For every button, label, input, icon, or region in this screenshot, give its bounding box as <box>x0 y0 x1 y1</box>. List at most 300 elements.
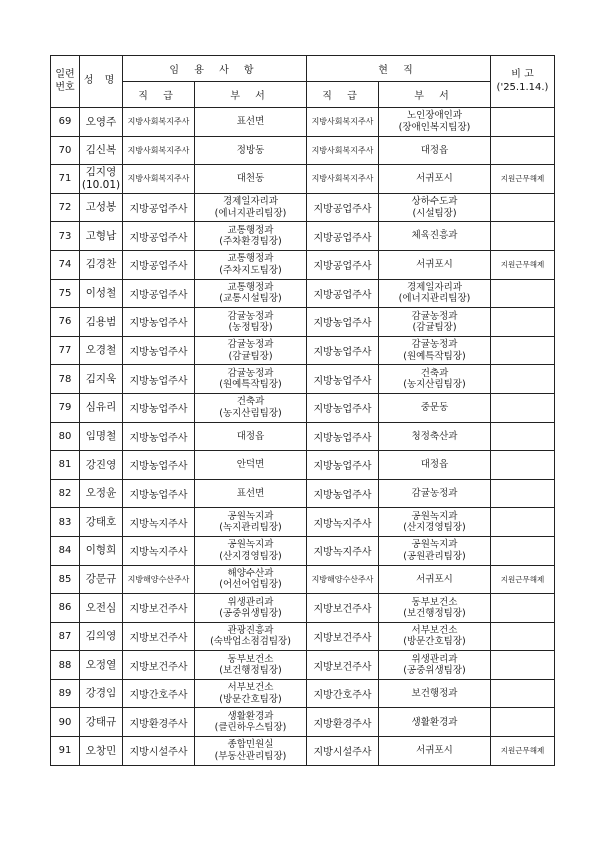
cell-text-line: 83 <box>58 516 72 528</box>
appointment-dept-cell <box>195 365 307 394</box>
current-dept-cell <box>379 136 491 165</box>
appointment-grade-cell <box>123 622 195 651</box>
cell-text-line: 지방공업주사 <box>313 232 372 244</box>
cell-text-line: 감귤농정과 <box>227 367 274 379</box>
table-row <box>51 250 555 279</box>
cell-text-line: 지방공업주사 <box>313 204 372 216</box>
cell-text-line: 지방보건주사 <box>129 604 188 616</box>
current-dept-cell <box>379 336 491 365</box>
cell-text-line: (방문간호팀장) <box>219 693 282 705</box>
appointment-dept-cell <box>195 508 307 537</box>
cell-text-line: 오경철 <box>85 344 117 357</box>
appointment-dept-cell <box>195 622 307 651</box>
table-row <box>51 222 555 251</box>
cell-text-line: 84 <box>58 545 72 557</box>
appointment-grade-cell <box>123 422 195 451</box>
remark-cell <box>491 165 555 194</box>
appointment-grade-cell <box>123 108 195 137</box>
appointment-dept-cell <box>195 336 307 365</box>
name-cell <box>80 508 123 537</box>
cell-text-line: 오정열 <box>85 658 117 671</box>
current-grade-cell <box>307 250 379 279</box>
remark-cell <box>491 594 555 623</box>
appointment-grade-cell <box>123 651 195 680</box>
appointment-grade-cell <box>123 679 195 708</box>
cell-text-line: 강태규 <box>85 715 117 728</box>
remark-cell <box>491 279 555 308</box>
cell-text-line: 지방공업주사 <box>313 289 372 301</box>
cell-text-line: 김경찬 <box>85 258 117 271</box>
serial-number-cell <box>51 336 80 365</box>
serial-number-cell <box>51 422 80 451</box>
cell-text-line: 교통행정과 <box>227 281 274 293</box>
name-cell <box>80 279 123 308</box>
table-row <box>51 451 555 480</box>
cell-text-line: (산지경영팀장) <box>403 522 466 534</box>
appointment-dept-cell <box>195 708 307 737</box>
current-grade-cell <box>307 336 379 365</box>
appointment-grade-cell <box>123 279 195 308</box>
serial-number-cell <box>51 508 80 537</box>
current-dept-cell <box>379 222 491 251</box>
cell-text-line: (보건행정팀장) <box>219 665 282 677</box>
current-dept-cell <box>379 651 491 680</box>
current-dept-cell <box>379 708 491 737</box>
appointment-dept-cell <box>195 737 307 766</box>
current-dept-cell <box>379 479 491 508</box>
serial-number-cell <box>51 651 80 680</box>
cell-text-line: 오영주 <box>85 115 117 128</box>
table-row <box>51 393 555 422</box>
cell-text-line: 해양수산과 <box>227 567 274 579</box>
current-dept-cell <box>379 365 491 394</box>
cell-text-line: 이형희 <box>85 544 117 557</box>
serial-number-cell <box>51 451 80 480</box>
cell-text-line: 지방보건주사 <box>129 661 188 673</box>
cell-text-line: (주차지도팀장) <box>219 264 282 276</box>
cell-text-line: 지방간호주사 <box>129 690 188 702</box>
cell-text-line: 서귀포시 <box>416 573 453 585</box>
remark-cell <box>491 708 555 737</box>
cell-text-line: 오정윤 <box>85 487 117 500</box>
cell-text-line: 강진영 <box>85 458 117 471</box>
current-grade-cell <box>307 279 379 308</box>
current-dept-cell <box>379 679 491 708</box>
appointment-dept-cell <box>195 565 307 594</box>
header-name: 성 명 <box>80 56 123 108</box>
name-cell <box>80 365 123 394</box>
cell-text-line: (공중위생팀장) <box>219 607 282 619</box>
current-dept-cell <box>379 250 491 279</box>
cell-text-line: 지방보건주사 <box>129 632 188 644</box>
current-dept-cell <box>379 108 491 137</box>
name-cell <box>80 222 123 251</box>
cell-text-line: (원예특작팀장) <box>219 379 282 391</box>
cell-text-line: 서귀포시 <box>416 259 453 271</box>
cell-text-line: 69 <box>58 116 72 128</box>
cell-text-line: 교통행정과 <box>227 224 274 236</box>
current-dept-cell <box>379 594 491 623</box>
appointment-grade-cell <box>123 136 195 165</box>
table-row <box>51 193 555 222</box>
table-body <box>51 108 555 766</box>
current-grade-cell <box>307 308 379 337</box>
header-serial-number-text: 일련 번호 <box>55 69 75 93</box>
cell-text-line: 감귤농정과 <box>411 339 458 351</box>
name-cell <box>80 737 123 766</box>
current-dept-cell <box>379 422 491 451</box>
cell-text-line: 82 <box>58 488 72 500</box>
serial-number-cell <box>51 250 80 279</box>
cell-text-line: 서귀포시 <box>416 173 453 185</box>
remark-cell <box>491 737 555 766</box>
current-dept-cell <box>379 308 491 337</box>
cell-text-line: (농정팀장) <box>228 321 273 333</box>
cell-text-line: 경제일자리과 <box>222 196 279 208</box>
cell-text-line: 생활환경과 <box>227 710 274 722</box>
table-row <box>51 308 555 337</box>
remark-cell <box>491 136 555 165</box>
table-row <box>51 479 555 508</box>
cell-text-line: 김지영 <box>85 166 117 179</box>
table-row <box>51 565 555 594</box>
appointment-grade-cell <box>123 308 195 337</box>
cell-text-line: (감귤팀장) <box>412 321 457 333</box>
header-current-dept: 부 서 <box>379 82 491 108</box>
appointment-dept-cell <box>195 279 307 308</box>
appointment-dept-cell <box>195 222 307 251</box>
table-row <box>51 737 555 766</box>
cell-text-line: 위생관리과 <box>411 653 458 665</box>
name-cell <box>80 193 123 222</box>
remark-cell <box>491 622 555 651</box>
cell-text-line: 건축과 <box>420 367 449 379</box>
name-cell <box>80 308 123 337</box>
remark-cell <box>491 479 555 508</box>
table-header <box>51 56 555 108</box>
cell-text-line: 강문규 <box>85 573 117 585</box>
cell-text-line: 지방시설주사 <box>313 747 372 759</box>
cell-text-line: 표선면 <box>236 487 265 499</box>
cell-text-line: 청정축산과 <box>411 430 458 442</box>
current-grade-cell <box>307 679 379 708</box>
cell-text-line: 91 <box>58 745 72 757</box>
current-grade-cell <box>307 594 379 623</box>
appointment-dept-cell <box>195 451 307 480</box>
cell-text-line: 고성봉 <box>85 201 117 214</box>
cell-text-line: 지원근무해제 <box>500 260 545 270</box>
cell-text-line: 생활환경과 <box>411 716 458 728</box>
serial-number-cell <box>51 479 80 508</box>
cell-text-line: 72 <box>58 202 72 214</box>
cell-text-line: 89 <box>58 688 72 700</box>
cell-text-line: 지방공업주사 <box>129 232 188 244</box>
remark-cell <box>491 365 555 394</box>
header-current-grade: 직 급 <box>307 82 379 108</box>
current-grade-cell <box>307 479 379 508</box>
cell-text-line: 지방보건주사 <box>313 632 372 644</box>
serial-number-cell <box>51 708 80 737</box>
name-cell <box>80 565 123 594</box>
appointment-dept-cell <box>195 393 307 422</box>
cell-text-line: (농지산림팀장) <box>219 407 282 419</box>
appointment-grade-cell <box>123 365 195 394</box>
appointment-grade-cell <box>123 193 195 222</box>
table-row <box>51 108 555 137</box>
cell-text-line: 80 <box>58 430 72 442</box>
cell-text-line: (방문간호팀장) <box>403 636 466 648</box>
appointment-grade-cell <box>123 222 195 251</box>
cell-text-line: (장애인복지팀장) <box>398 121 471 133</box>
cell-text-line: 지방농업주사 <box>313 347 372 359</box>
cell-text-line: 지방환경주사 <box>129 718 188 730</box>
cell-text-line: 지방농업주사 <box>129 347 188 359</box>
cell-text-line: (에너지관리팀장) <box>214 207 287 219</box>
current-grade-cell <box>307 193 379 222</box>
appointment-dept-cell <box>195 136 307 165</box>
cell-text-line: 90 <box>58 716 72 728</box>
remark-cell <box>491 679 555 708</box>
cell-text-line: 김신복 <box>85 144 117 157</box>
appointment-grade-cell <box>123 708 195 737</box>
current-dept-cell <box>379 193 491 222</box>
cell-text-line: 공원녹지과 <box>411 539 458 551</box>
cell-text-line: 이성철 <box>85 287 117 300</box>
current-dept-cell <box>379 536 491 565</box>
appointment-grade-cell <box>123 451 195 480</box>
cell-text-line: 지방공업주사 <box>129 204 188 216</box>
cell-text-line: 공원녹지과 <box>411 510 458 522</box>
cell-text-line: 지방사회복지주사 <box>127 145 190 155</box>
table-row <box>51 679 555 708</box>
cell-text-line: 지방공업주사 <box>129 289 188 301</box>
current-grade-cell <box>307 651 379 680</box>
name-cell <box>80 108 123 137</box>
serial-number-cell <box>51 136 80 165</box>
header-serial-number <box>51 56 80 108</box>
cell-text-line: (공원관리팀장) <box>403 550 466 562</box>
header-remark <box>491 56 555 108</box>
cell-text-line: 76 <box>58 316 72 328</box>
table-row <box>51 136 555 165</box>
cell-text-line: 지방농업주사 <box>129 432 188 444</box>
remark-cell <box>491 536 555 565</box>
appointment-table <box>50 55 555 766</box>
cell-text-line: 대천동 <box>236 173 265 185</box>
remark-cell <box>491 108 555 137</box>
cell-text-line: (원예특작팀장) <box>403 350 466 362</box>
cell-text-line: 지방사회복지주사 <box>127 117 190 127</box>
name-cell <box>80 250 123 279</box>
cell-text-line: (녹지관리팀장) <box>219 522 282 534</box>
cell-text-line: 79 <box>58 402 72 414</box>
cell-text-line: 교통행정과 <box>227 253 274 265</box>
name-cell <box>80 336 123 365</box>
remark-cell <box>491 336 555 365</box>
cell-text-line: 감귤농정과 <box>227 310 274 322</box>
cell-text-line: 감귤농정과 <box>411 487 458 499</box>
cell-text-line: 지원근무해제 <box>500 174 545 184</box>
cell-text-line: 75 <box>58 287 72 299</box>
cell-text-line: 김용범 <box>85 315 117 328</box>
name-cell <box>80 536 123 565</box>
cell-text-line: (부동산관리팀장) <box>214 750 287 762</box>
current-grade-cell <box>307 536 379 565</box>
current-dept-cell <box>379 451 491 480</box>
cell-text-line: 78 <box>58 373 72 385</box>
table-row <box>51 422 555 451</box>
cell-text-line: 지방농업주사 <box>313 318 372 330</box>
remark-cell <box>491 565 555 594</box>
cell-text-line: 관광진흥과 <box>227 625 274 637</box>
cell-text-line: 김지욱 <box>85 372 117 385</box>
appointment-grade-cell <box>123 393 195 422</box>
name-cell <box>80 679 123 708</box>
appointment-grade-cell <box>123 165 195 194</box>
cell-text-line: 김의영 <box>85 630 117 643</box>
table-row <box>51 279 555 308</box>
cell-text-line: 건축과 <box>236 396 265 408</box>
current-dept-cell <box>379 565 491 594</box>
cell-text-line: 지방녹지주사 <box>313 547 372 559</box>
cell-text-line: 지방농업주사 <box>129 375 188 387</box>
cell-text-line: (보건행정팀장) <box>403 607 466 619</box>
appointment-grade-cell <box>123 508 195 537</box>
table-row <box>51 536 555 565</box>
current-dept-cell <box>379 393 491 422</box>
cell-text-line: 감귤농정과 <box>227 339 274 351</box>
cell-text-line: 88 <box>58 659 72 671</box>
serial-number-cell <box>51 222 80 251</box>
cell-text-line: 지방농업주사 <box>313 461 372 473</box>
cell-text-line: 71 <box>58 173 72 185</box>
current-grade-cell <box>307 565 379 594</box>
cell-text-line: 지방농업주사 <box>313 404 372 416</box>
cell-text-line: 지방해양수산주사 <box>127 574 190 584</box>
cell-text-line: 감귤농정과 <box>411 310 458 322</box>
cell-text-line: 지방환경주사 <box>313 718 372 730</box>
cell-text-line: 지방사회복지주사 <box>127 174 190 184</box>
cell-text-line: (산지경영팀장) <box>219 550 282 562</box>
appointment-dept-cell <box>195 679 307 708</box>
cell-text-line: 지방농업주사 <box>313 432 372 444</box>
cell-text-line: 동부보건소 <box>411 596 458 608</box>
cell-text-line: 체육진흥과 <box>411 230 458 242</box>
cell-text-line: 정방동 <box>236 144 265 156</box>
name-cell <box>80 136 123 165</box>
current-dept-cell <box>379 622 491 651</box>
serial-number-cell <box>51 565 80 594</box>
cell-text-line: 지방보건주사 <box>313 661 372 673</box>
table-row <box>51 708 555 737</box>
cell-text-line: 지방농업주사 <box>313 490 372 502</box>
cell-text-line: 서부보건소 <box>227 682 274 694</box>
appointment-dept-cell <box>195 479 307 508</box>
serial-number-cell <box>51 108 80 137</box>
appointment-grade-cell <box>123 479 195 508</box>
name-cell <box>80 622 123 651</box>
cell-text-line: 위생관리과 <box>227 596 274 608</box>
cell-text-line: (에너지관리팀장) <box>398 293 471 305</box>
header-appointment: 임 용 사 항 <box>123 56 307 82</box>
header-remark-text: 비 고 ('25.1.14.) <box>496 69 549 93</box>
cell-text-line: 지방녹지주사 <box>129 518 188 530</box>
cell-text-line: 동부보건소 <box>227 653 274 665</box>
cell-text-line: 지방농업주사 <box>129 404 188 416</box>
appointment-dept-cell <box>195 250 307 279</box>
serial-number-cell <box>51 365 80 394</box>
appointment-dept-cell <box>195 594 307 623</box>
remark-cell <box>491 222 555 251</box>
cell-text-line: 81 <box>58 459 72 471</box>
appointment-dept-cell <box>195 108 307 137</box>
cell-text-line: 지방녹지주사 <box>313 518 372 530</box>
appointment-dept-cell <box>195 422 307 451</box>
current-grade-cell <box>307 508 379 537</box>
cell-text-line: 지방사회복지주사 <box>311 117 374 127</box>
cell-text-line: 안덕면 <box>236 459 265 471</box>
current-grade-cell <box>307 451 379 480</box>
cell-text-line: 오창민 <box>85 744 117 757</box>
cell-text-line: 지방간호주사 <box>313 690 372 702</box>
cell-text-line: 지방농업주사 <box>313 375 372 387</box>
remark-cell <box>491 393 555 422</box>
cell-text-line: 대정읍 <box>420 144 449 156</box>
cell-text-line: 지원근무해제 <box>500 746 545 756</box>
current-grade-cell <box>307 165 379 194</box>
cell-text-line: 공원녹지과 <box>227 510 274 522</box>
cell-text-line: 보건행정과 <box>411 687 458 699</box>
serial-number-cell <box>51 536 80 565</box>
cell-text-line: 경제일자리과 <box>406 281 463 293</box>
cell-text-line: 지방공업주사 <box>313 261 372 273</box>
cell-text-line: 중문동 <box>420 402 449 414</box>
remark-cell <box>491 308 555 337</box>
cell-text-line: 74 <box>58 259 72 271</box>
cell-text-line: 지방농업주사 <box>129 318 188 330</box>
current-grade-cell <box>307 708 379 737</box>
cell-text-line: 지방해양수산주사 <box>311 574 374 584</box>
cell-text-line: 임명철 <box>85 430 117 443</box>
cell-text-line: 대정읍 <box>420 459 449 471</box>
cell-text-line: 강경임 <box>85 687 117 700</box>
serial-number-cell <box>51 622 80 651</box>
current-grade-cell <box>307 622 379 651</box>
serial-number-cell <box>51 279 80 308</box>
serial-number-cell <box>51 594 80 623</box>
cell-text-line: 86 <box>58 602 72 614</box>
cell-text-line: 서부보건소 <box>411 625 458 637</box>
current-grade-cell <box>307 393 379 422</box>
cell-text-line: (교통시설팀장) <box>219 293 282 305</box>
current-grade-cell <box>307 365 379 394</box>
appointment-grade-cell <box>123 336 195 365</box>
cell-text-line: 지원근무해제 <box>500 574 545 584</box>
table-row <box>51 165 555 194</box>
table-row <box>51 651 555 680</box>
header-current-position: 현 직 <box>307 56 491 82</box>
cell-text-line: 지방농업주사 <box>129 461 188 473</box>
name-cell <box>80 165 123 194</box>
table-row <box>51 594 555 623</box>
cell-text-line: 지방농업주사 <box>129 490 188 502</box>
name-cell <box>80 594 123 623</box>
cell-text-line: (10.01) <box>81 178 121 191</box>
remark-cell <box>491 250 555 279</box>
cell-text-line: (감귤팀장) <box>228 350 273 362</box>
remark-cell <box>491 508 555 537</box>
cell-text-line: 상하수도과 <box>411 196 458 208</box>
